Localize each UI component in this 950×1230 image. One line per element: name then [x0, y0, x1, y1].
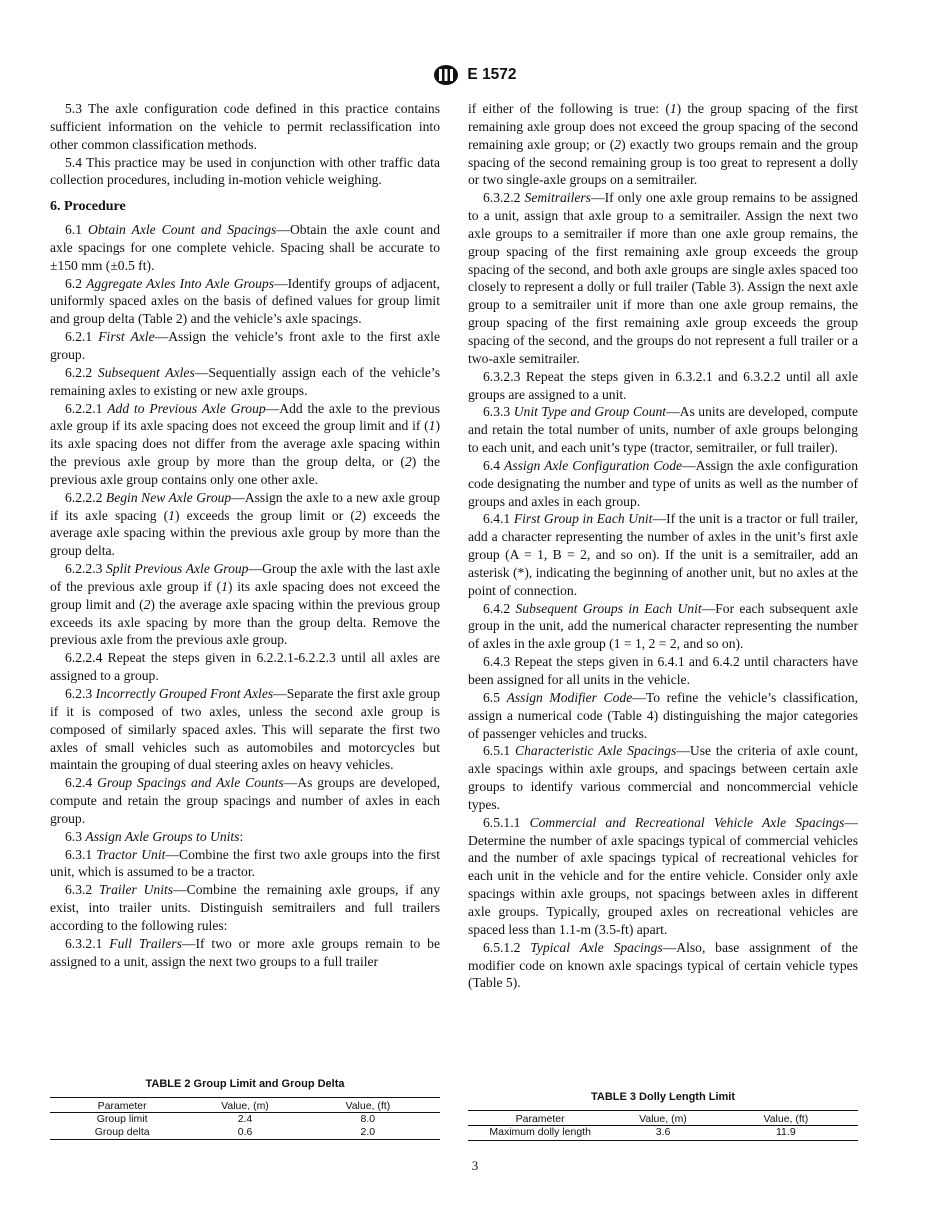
paragraph-number: 6.3 [65, 828, 82, 844]
table-3-caption: TABLE 3 Dolly Length Limit [590, 1091, 735, 1103]
paragraph-text: —To refine the vehicle’s classification, assign a numerical code (Table 4) distinguishing the major categories of passenger vehicles and trucks. [468, 689, 859, 741]
astm-logo-icon [433, 64, 459, 86]
paragraph-title: Assign Axle Configuration Code [504, 457, 683, 473]
paragraph-text: —Group the axle with the last axle of the previous axle group if (1) its axle spacing does not exceed the group limit and (2) the average axle spacing within the previous group exceeds its axle spacing by more than the group delta. Remove the previous axle from the previous axle group. [50, 561, 441, 648]
paragraph-title: Begin New Axle Group [105, 489, 232, 505]
paragraph [50, 364, 440, 400]
paragraph [50, 275, 440, 329]
paragraph-text: —Add the axle to the previous axle group if its axle spacing does not exceed the group limit and if (1) its axle spacing does not differ from the average axle spacing within the previous axle group by more than the group delta, or (2) the previous axle group contains only one other axle. [50, 400, 440, 487]
table-2 [50, 1078, 440, 1140]
paragraph-number: 6.5.1.2 [483, 939, 521, 955]
paragraph-text: —Determine the number of axle spacings typical of commercial vehicles and the number of axle spacings typical of recreational vehicles for each unit in the vehicle and for the entire vehicle. Consider only axle spacings within axle groups, not spacings between axles in different axle groups. Typically, grouped axles on recreational vehicles are spaced less than 1.1-m (3.5-ft) apart. [468, 814, 858, 937]
paragraph-text: —Identify groups of adjacent, uniformly spaced axles on the basis of defined values for group limit and group delta (Table 2) and the vehicle’s axle spacings. [50, 275, 440, 327]
paragraph-text: —If the unit is a tractor or full trailer, add a character representing the number of axles in the unit’s first axle group (A = 1, B = 2, and so on). If the unit is a semitrailer, add an asterisk (*), indicating the beginning of another unit, but no axles at the point of connection. [468, 511, 859, 598]
paragraph-text: 6.2.2.4 Repeat the steps given in 6.2.2.1-6.2.2.3 until all axles are assigned to a group. [50, 650, 440, 684]
paragraph-number: 6.1 [65, 222, 82, 238]
paragraph [468, 510, 858, 599]
table-3-header: Parameter [468, 1111, 612, 1126]
paragraph [468, 403, 858, 457]
paragraph-text: —Sequentially assign each of the vehicle’s remaining axles to existing or new axle groups. [50, 364, 440, 398]
paragraph [468, 189, 858, 367]
paragraph [50, 560, 440, 649]
paragraph [50, 935, 440, 971]
paragraph [50, 846, 440, 882]
table-cell: Group limit [96, 1113, 148, 1125]
paragraph-text: —Combine the first two axle groups into the first unit, which is assumed to be a tractor. [50, 846, 440, 880]
paragraph [50, 881, 440, 935]
paragraph [468, 457, 858, 511]
paragraph-text: : [239, 828, 244, 844]
table-2-header: Parameter [50, 1098, 194, 1113]
paragraph-title: Assign Axle Groups to Units [85, 828, 240, 844]
paragraph-title: Assign Modifier Code [506, 689, 633, 705]
paragraph-title: Commercial and Recreational Vehicle Axle Spacings [529, 814, 845, 830]
paragraph-text: —As units are developed, compute and retain the total number of units, number of axle groups belonging to each unit, and each unit’s type (tractor, semitrailer, or full trailer). [468, 404, 859, 456]
page-header [0, 64, 950, 86]
paragraph-text: —Obtain the axle count and axle spacings for one complete vehicle. Spacing shall be accurate to ±150 mm (±0.5 ft). [50, 222, 441, 273]
paragraph-text: —Assign the axle to a new axle group if its axle spacing (1) exceeds the group limit or (2) exceeds the average axle spacing within the previous axle group by more than the group delta. [50, 489, 441, 559]
paragraph-number: 6.3.2.1 [65, 935, 103, 951]
paragraph-number: 6.2.2.1 [65, 400, 103, 416]
table-cell: Maximum dolly length [468, 1126, 612, 1141]
paragraph-title: First Axle [98, 329, 155, 345]
table-3-header: Value, (m) [612, 1111, 713, 1126]
paragraph-text: —Separate the first axle group if it is composed of two axles, unless the second axle group is composed of similarly spaced axles. This will separate the first two axles of small vehicles such as automobiles and motorcycles but maintain the grouping of dual steering axles on heavy vehicles. [50, 686, 440, 773]
paragraph [50, 154, 440, 190]
table-row [468, 1126, 858, 1141]
paragraph [50, 400, 440, 489]
paragraph-number: 6.2.2.2 [65, 489, 103, 505]
paragraph-text: —For each subsequent axle group in the unit, add the numerical character representing the number of axles in the axle group (1 = 1, 2 = 2, and so on). [468, 600, 858, 652]
paragraph-title: Typical Axle Spacings [530, 939, 663, 955]
table-2-grid [50, 1097, 440, 1140]
paragraph-title: Unit Type and Group Count [513, 404, 667, 420]
paragraph [468, 600, 858, 654]
paragraph-number: 6.5.1.1 [483, 814, 521, 830]
table-cell: 2.0 [296, 1126, 440, 1140]
paragraph-number: 6.4.2 [483, 600, 511, 616]
paragraph-text: —Also, base assignment of the modifier code on known axle spacings typical of certain vehicle types (Table 5). [468, 939, 858, 991]
paragraph-title: Subsequent Groups in Each Unit [515, 600, 702, 616]
paragraph-text: —Assign the vehicle’s front axle to the first axle group. [50, 329, 440, 362]
left-column [50, 100, 440, 971]
table-cell: 0.6 [194, 1126, 295, 1140]
paragraph-text: if either of the following is true: (1) the group spacing of the first remaining axle group does not exceed the group spacing of the second remaining axle group; or (2) exactly two groups remain and the group spacing of the second remaining group is too great to represent a dolly or two single-axle groups on a semitrailer. [468, 101, 858, 188]
paragraph-text: 6.4.3 Repeat the steps given in 6.4.1 and 6.4.2 until characters have been assigned for all units in the vehicle. [468, 654, 858, 687]
paragraph-text: 5.3 The axle configuration code defined in this practice contains sufficient information on the vehicle to permit reclassification into other common classification methods. [50, 101, 440, 152]
paragraph-number: 6.2.3 [65, 686, 93, 701]
paragraph [468, 368, 858, 404]
paragraph [50, 774, 440, 828]
table-cell: 8.0 [360, 1113, 376, 1125]
paragraph-title: First Group in Each Unit [513, 511, 653, 527]
paragraph-title: Subsequent Axles [97, 364, 195, 380]
paragraph-title: Group Spacings and Axle Counts [97, 775, 284, 791]
table-cell: Group delta [50, 1126, 194, 1140]
paragraph [468, 100, 858, 189]
paragraph-title: Split Previous Axle Group [106, 561, 249, 577]
paragraph-title: Tractor Unit [96, 846, 166, 862]
section-heading: 6. Procedure [50, 199, 126, 215]
paragraph-number: 6.5.1 [483, 743, 511, 759]
paragraph-title: Incorrectly Grouped Front Axles [95, 686, 274, 701]
table-2-header: Value, (ft) [296, 1098, 440, 1113]
table-row [50, 1113, 440, 1126]
paragraph-number: 6.4.1 [483, 511, 511, 527]
table-cell: 11.9 [714, 1126, 858, 1141]
paragraph [50, 685, 440, 774]
paragraph-text: 5.4 This practice may be used in conjunction with other traffic data collection procedures, including in-motion vehicle weighing. [50, 154, 440, 188]
paragraph-number: 6.2 [65, 275, 82, 291]
paragraph-title: Aggregate Axles Into Axle Groups [86, 275, 274, 291]
paragraph-title: Trailer Units [99, 882, 174, 898]
paragraph-text: 6.3.2.3 Repeat the steps given in 6.3.2.1 and 6.3.2.2 until all axle groups are assigned to a unit. [468, 368, 858, 402]
standard-designation: E 1572 [467, 66, 517, 83]
paragraph-text: —If only one axle group remains to be assigned to a unit, assign that axle group to a semitrailer. Assign the next two axle groups to a semitrailer if more than one axle group remains, the group spacing of the first remaining axle group exceeds the group spacing of the second, and both axle groups are single axles spaced too closely to represent a dolly or full trailer (Table 3). Assign the next axle group to a semitrailer unit if more than one axle group remains, the group spacing of the first remaining axle group exceeds the group spacing of the second, and the groups do not represent a full trailer or a two-axle semitrailer. [468, 190, 858, 366]
paragraph-title: Characteristic Axle Spacings [515, 743, 677, 759]
paragraph-number: 6.4 [483, 457, 500, 473]
page-number: 3 [471, 1158, 479, 1173]
paragraph-text: —Combine the remaining axle groups, if any exist, into trailer units. Distinguish semitrailers and full trailers according to the following rules: [50, 882, 440, 933]
table-cell: 2.4 [237, 1113, 253, 1125]
paragraph-number: 6.2.2 [65, 364, 93, 380]
paragraph-title: Obtain Axle Count and Spacings [88, 222, 277, 238]
paragraph [50, 489, 440, 560]
paragraph-number: 6.5 [483, 689, 500, 705]
paragraph-title: Full Trailers [109, 935, 182, 951]
paragraph [50, 828, 440, 846]
table-cell: 3.6 [612, 1126, 713, 1141]
paragraph-text: —Use the criteria of axle count, axle spacings within axle groups, and spacings between certain axle groups to identify various commercial and noncommercial vehicle types. [468, 743, 858, 812]
paragraph [468, 653, 858, 689]
table-3-header: Value, (ft) [714, 1111, 858, 1126]
right-column [468, 100, 858, 992]
table-row [50, 1126, 440, 1140]
paragraph [50, 221, 440, 275]
paragraph-text: —If two or more axle groups remain to be assigned to a unit, assign the next two groups to a full trailer [50, 935, 440, 969]
paragraph [468, 939, 858, 993]
table-2-header: Value, (m) [194, 1098, 295, 1113]
paragraph-number: 6.3.1 [65, 846, 93, 862]
paragraph [468, 742, 858, 813]
paragraph [468, 689, 858, 743]
paragraph [50, 649, 440, 685]
paragraph-title: Semitrailers [524, 190, 591, 206]
paragraph-number: 6.2.1 [65, 329, 93, 345]
paragraph-text: —Assign the axle configuration code designating the number and type of units as well as the number of groups and axles in each group. [468, 457, 858, 509]
paragraph-number: 6.2.2.3 [65, 561, 103, 577]
paragraph-text: —As groups are developed, compute and retain the group spacings and number of axles in each group. [50, 775, 440, 826]
paragraph-number: 6.3.2.2 [483, 190, 521, 206]
paragraph [50, 328, 440, 364]
paragraph-title: Add to Previous Axle Group [107, 400, 266, 416]
paragraph-number: 6.2.4 [65, 775, 93, 791]
table-3-grid [468, 1110, 858, 1141]
paragraph-number: 6.3.2 [65, 882, 93, 898]
paragraph [50, 100, 440, 154]
table-2-caption: TABLE 2 Group Limit and Group Delta [145, 1078, 345, 1090]
table-3 [468, 1091, 858, 1141]
paragraph-number: 6.3.3 [483, 404, 511, 420]
paragraph [468, 814, 858, 939]
